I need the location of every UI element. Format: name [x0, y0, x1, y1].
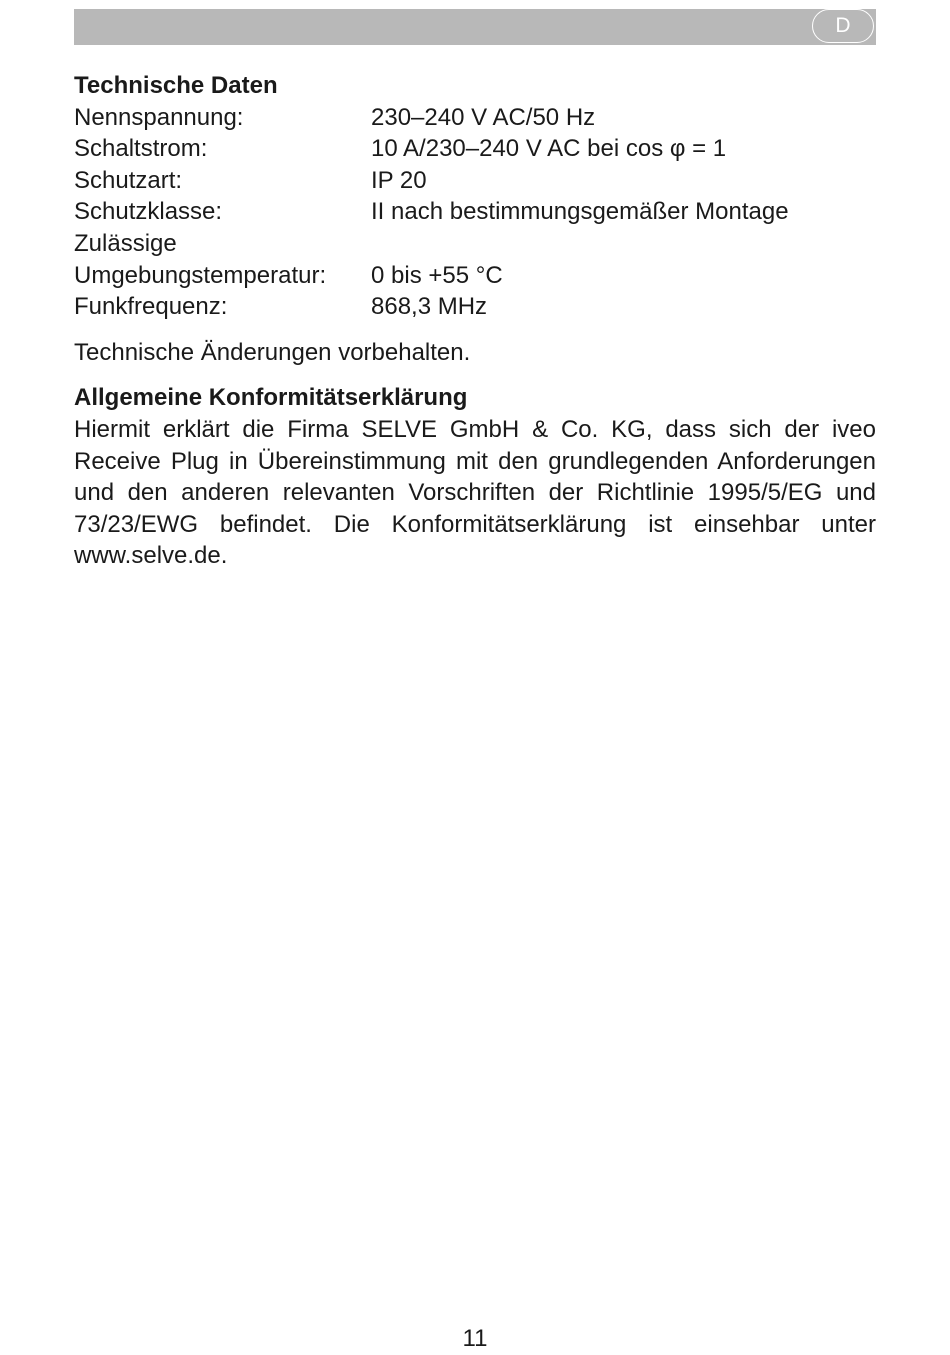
spec-value: IP 20	[371, 166, 427, 194]
spec-value: II nach bestimmungsgemäßer Montage	[371, 198, 789, 226]
spec-row	[74, 228, 876, 260]
spec-label: Schutzart:	[74, 166, 183, 194]
spec-label: Schutzklasse:	[74, 198, 223, 226]
spec-label: Nennspannung:	[74, 103, 244, 131]
spec-row	[74, 165, 876, 197]
spec-value: 0 bis +55 °C	[371, 261, 503, 289]
spec-value: 868,3 MHz	[371, 293, 488, 321]
page-number: 11	[462, 1325, 488, 1352]
conformity-heading: Allgemeine Konformitätserklärung	[74, 384, 468, 412]
spec-row	[74, 291, 876, 323]
spec-label: Umgebungstemperatur:	[74, 261, 327, 289]
spec-row	[74, 133, 876, 165]
spec-value	[371, 228, 876, 260]
conformity-text: Hiermit erklärt die Firma SELVE GmbH & Co. KG, dass sich der iveo Receive Plug in Übereinstimmung mit den grundlegenden Anforderungen und den anderen relevanten Vorschriften der Richtlinie 1995/5/EG und 73/23/EWG befindet. Die Konformitätserklärung ist einsehbar unter www.selve.de.	[74, 415, 876, 570]
spec-value: 230–240 V AC/50 Hz	[371, 103, 596, 131]
spec-label: Funkfrequenz:	[74, 293, 228, 321]
spec-row	[74, 260, 876, 292]
spec-row	[74, 102, 876, 134]
header-bar	[74, 9, 876, 45]
spec-value: 10 A/230–240 V AC bei cos φ = 1	[371, 135, 727, 163]
spec-label: Schaltstrom:	[74, 135, 208, 163]
language-badge: D	[812, 9, 874, 43]
spec-row	[74, 196, 876, 228]
changes-note: Technische Änderungen vorbehalten.	[74, 338, 471, 366]
technical-data-heading: Technische Daten	[74, 72, 278, 99]
spec-label: Zulässige	[74, 229, 177, 257]
main-content	[74, 70, 876, 572]
technical-data-table	[74, 102, 876, 323]
